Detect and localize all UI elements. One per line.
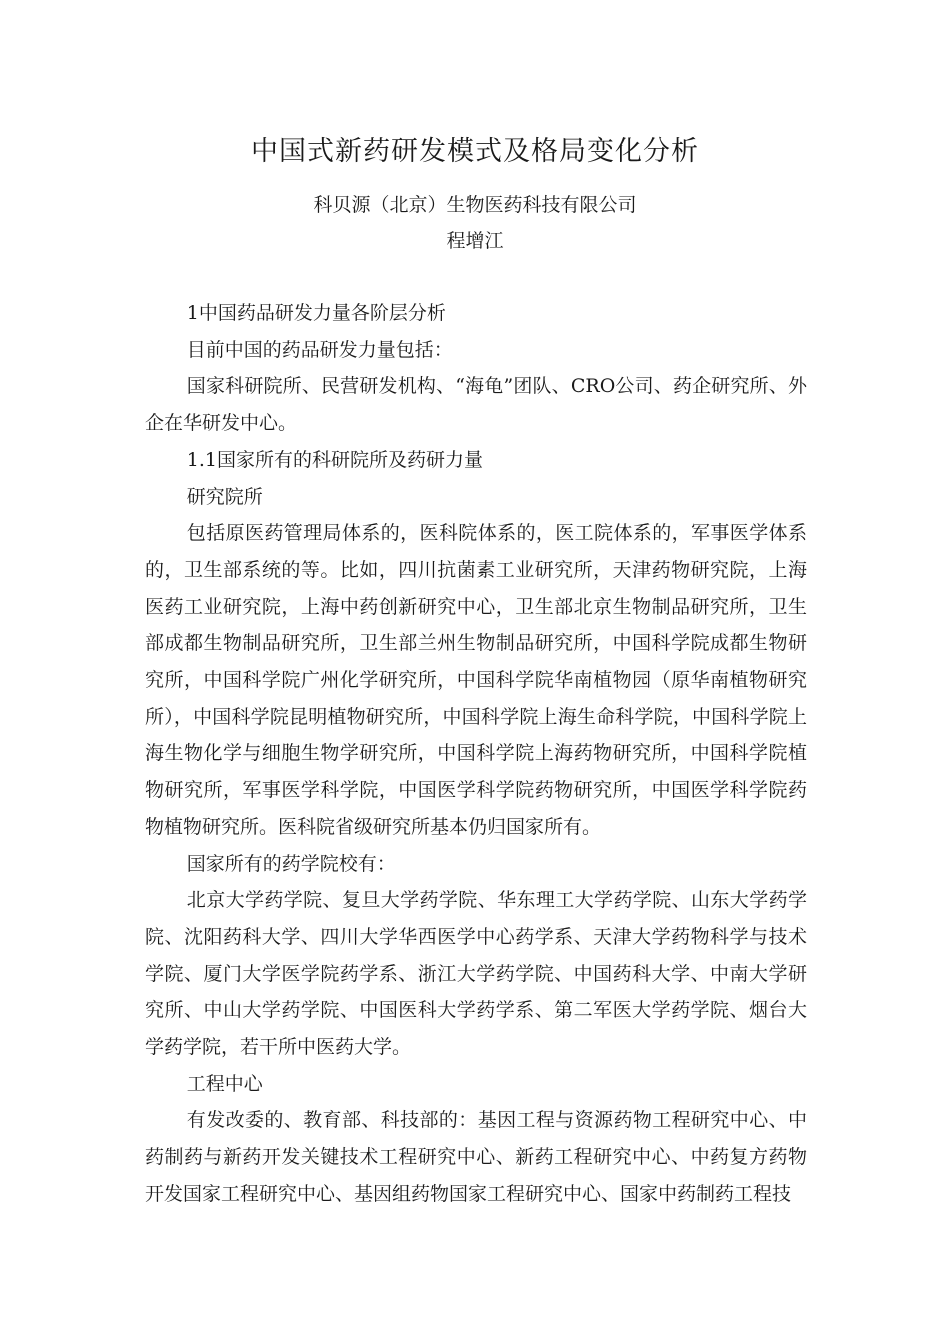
subsection-heading: 研究院所 (186, 485, 263, 508)
subsection-heading: 1.1国家所有的科研院所及药研力量 (186, 448, 484, 471)
subsection-heading: 工程中心 (186, 1072, 263, 1095)
paragraph: 包括原医药管理局体系的，医科院体系的，医工院体系的，军事医学体系的，卫生部系统的等。比如，四川抗菌素工业研究所，天津药物研究院，上海医药工业研究院，上海中药创新研究中心，卫生部北京生物制品研究所，卫生部成都生物制品研究所，卫生部兰州生物制品研究所，中国科学院成都生物研究所，中国科学院广州化学研究所，中国科学院华南植物园（原华南植物研究所），中国科学院昆明植物研究所，中国科学院上海生命科学院，中国科学院上海生物化学与细胞生物学研究所，中国科学院上海药物研究所，中国科学院植物研究所，军事医学科学院，中国医学科学院药物研究所，中国医学科学院药物植物研究所。医科院省级研究所基本仍归国家所有。 (145, 522, 807, 838)
paragraph: 有发改委的、教育部、科技部的：基因工程与资源药物工程研究中心、中药制药与新药开发关键技术工程研究中心、新药工程研究中心、中药复方药物开发国家工程研究中心、基因组药物国家工程研究中心、国家中药制药工程技 (145, 1109, 807, 1205)
paragraph: 北京大学药学院、复旦大学药学院、华东理工大学药学院、山东大学药学院、沈阳药科大学、四川大学华西医学中心药学系、天津大学药物科学与技术学院、厦门大学医学院药学系、浙江大学药学院、中国药科大学、中南大学研究所、中山大学药学院、中国医科大学药学系、第二军医大学药学院、烟台大学药学院，若干所中医药大学。 (145, 889, 807, 1059)
section-heading: 1中国药品研发力量各阶层分析 (186, 302, 446, 324)
author-name: 程增江 (446, 230, 504, 252)
paragraph: 国家所有的药学院校有： (186, 852, 396, 875)
author-organization: 科贝源（北京）生物医药科技有限公司 (313, 194, 637, 216)
paragraph: 目前中国的药品研发力量包括： (186, 338, 453, 361)
document-title: 中国式新药研发模式及格局变化分析 (251, 136, 699, 167)
document-body (145, 295, 807, 1213)
paragraph: 国家科研院所、民营研发机构、“海龟”团队、CRO公司、药企研究所、外企在华研发中心。 (145, 375, 807, 435)
